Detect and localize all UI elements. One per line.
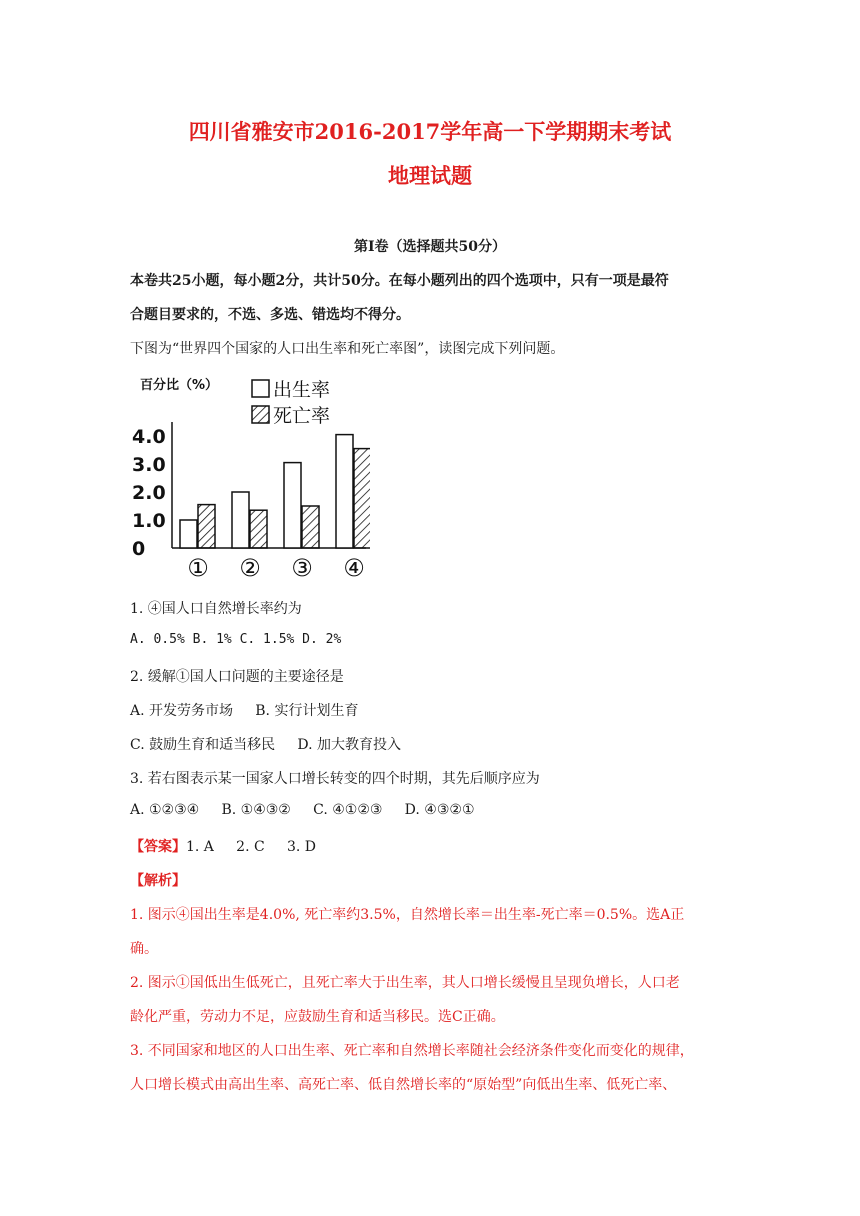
bar-3-死亡率 (302, 506, 319, 548)
bar-4-死亡率 (354, 449, 370, 548)
analysis-1-line-2: 确。 (130, 941, 158, 957)
legend-label-1: 出生率 (273, 379, 331, 401)
question-1: 1. ④国人口自然增长率约为 (130, 601, 302, 617)
question-2-options-2: C. 鼓励生育和适当移民 D. 加大教育投入 (130, 737, 401, 753)
analysis-3-line-2: 人口增长模式由高出生率、高死亡率、低自然增长率的“原始型”向低出生率、低死亡率、 (130, 1077, 677, 1093)
question-3-options: A. ①②③④ B. ①④③② C. ④①②③ D. ④③②① (130, 802, 475, 818)
document-subtitle: 地理试题 (388, 163, 472, 188)
legend-label-2: 死亡率 (273, 405, 331, 427)
chart-legend (252, 379, 330, 427)
bar-1-出生率 (180, 520, 197, 548)
x-tick-labels (187, 554, 365, 582)
bar-1-死亡率 (198, 505, 215, 548)
chart-bars (180, 435, 370, 548)
legend-swatch-1 (252, 380, 269, 397)
y-axis-label: 百分比（%） (140, 378, 219, 393)
answer-tag: 【答案】 (130, 839, 186, 855)
analysis-2-line-1: 2. 图示①国低出生低死亡，且死亡率大于出生率，其人口增长缓慢且呈现负增长，人口老 (130, 975, 680, 991)
question-2: 2. 缓解①国人口问题的主要途径是 (130, 669, 344, 685)
bar-2-出生率 (232, 492, 249, 548)
answer-text: 1. A 2. C 3. D (186, 839, 316, 855)
analysis-3-line-1: 3. 不同国家和地区的人口出生率、死亡率和自然增长率随社会经济条件变化而变化的规律， (130, 1043, 694, 1059)
y-tick-label: 3.0 (132, 454, 166, 476)
bar-2-死亡率 (250, 510, 267, 548)
legend-swatch-2 (252, 406, 269, 423)
bar-4-出生率 (336, 435, 353, 548)
birth-death-rate-chart (130, 372, 370, 584)
bar-3-出生率 (284, 463, 301, 548)
intro-text: 下图为“世界四个国家的人口出生率和死亡率图”，读图完成下列问题。 (130, 341, 565, 357)
instructions-line-1: 本卷共25小题，每小题2分，共计50分。在每小题列出的四个选项中，只有一项是最符 (130, 273, 669, 289)
y-tick-label: 4.0 (132, 426, 166, 448)
y-tick-label: 2.0 (132, 482, 166, 504)
answer-line (130, 836, 740, 856)
x-tick-label: ② (239, 554, 261, 582)
y-tick-label: 0 (132, 538, 146, 560)
x-tick-label: ① (187, 554, 209, 582)
analysis-tag: 【解析】 (130, 873, 186, 889)
question-1-options: A. 0.5% B. 1% C. 1.5% D. 2% (130, 632, 342, 647)
x-tick-label: ④ (343, 554, 365, 582)
document-title: 四川省雅安市2016-2017学年高一下学期期末考试 (188, 119, 672, 144)
question-3: 3. 若右图表示某一国家人口增长转变的四个时期，其先后顺序应为 (130, 771, 540, 787)
y-tick-label: 1.0 (132, 510, 166, 532)
analysis-2-line-2: 龄化严重，劳动力不足，应鼓励生育和适当移民。选C正确。 (130, 1009, 505, 1025)
instructions-line-2: 合题目要求的，不选、多选、错选均不得分。 (130, 307, 410, 323)
analysis-1-line-1: 1. 图示④国出生率是4.0%, 死亡率约3.5%，自然增长率＝出生率-死亡率＝0.5%。选A正 (130, 907, 685, 923)
question-2-options-1: A. 开发劳务市场 B. 实行计划生育 (130, 703, 359, 719)
section-title: 第I卷（选择题共50分） (353, 239, 507, 255)
x-tick-label: ③ (291, 554, 313, 582)
